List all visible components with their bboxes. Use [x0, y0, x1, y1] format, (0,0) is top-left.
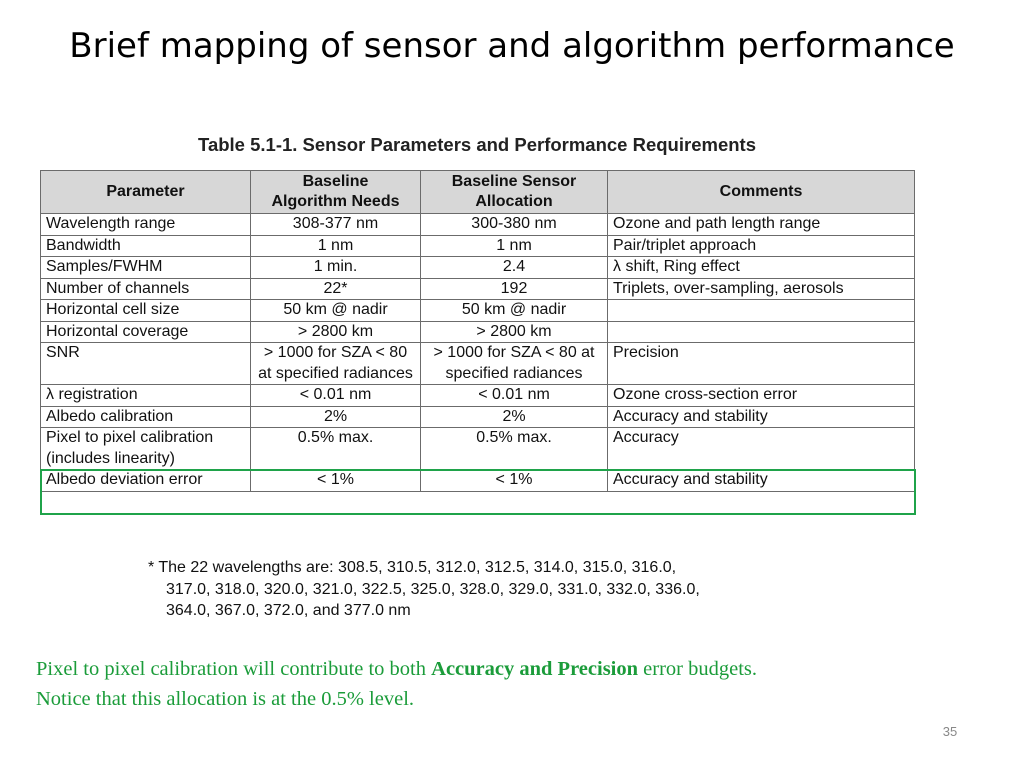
- cell-needs: > 1000 for SZA < 80 at specified radiances: [251, 343, 421, 385]
- cell-parameter: λ registration: [41, 385, 251, 407]
- header-algorithm-needs-line2: Algorithm Needs: [271, 193, 400, 210]
- table-row: [41, 321, 915, 343]
- cell-parameter: Pixel to pixel calibration (includes linearity): [41, 428, 251, 470]
- cell-allocation: 2.4: [421, 257, 608, 279]
- note-part1: Pixel to pixel calibration will contribute to both: [36, 658, 432, 680]
- cell-comments: Precision: [608, 343, 915, 385]
- cell-comments: [608, 321, 915, 343]
- cell-parameter: Wavelength range: [41, 214, 251, 236]
- cell-allocation: 0.5% max.: [421, 428, 608, 470]
- cell-comments: [608, 300, 915, 322]
- note-line2: Notice that this allocation is at the 0.5% level.: [36, 688, 415, 710]
- table-row-highlighted: [41, 428, 915, 470]
- cell-parameter: Horizontal coverage: [41, 321, 251, 343]
- table-row: [41, 214, 915, 236]
- cell-allocation: 1 nm: [421, 235, 608, 257]
- table-row: [41, 343, 915, 385]
- cell-needs: 22*: [251, 278, 421, 300]
- cell-needs: 2%: [251, 406, 421, 428]
- cell-needs: 1 min.: [251, 257, 421, 279]
- header-algorithm-needs-line1: Baseline: [302, 173, 369, 190]
- cell-allocation: < 0.01 nm: [421, 385, 608, 407]
- table-row: [41, 278, 915, 300]
- note-part2: error budgets.: [638, 658, 757, 680]
- cell-comments: Ozone and path length range: [608, 214, 915, 236]
- table-row: [41, 300, 915, 322]
- table-caption: Table 5.1-1. Sensor Parameters and Performance Requirements: [198, 134, 756, 155]
- header-sensor-allocation-line2: Allocation: [475, 193, 553, 210]
- cell-needs: < 1%: [251, 470, 421, 492]
- header-algorithm-needs: [251, 171, 421, 214]
- cell-allocation: 300-380 nm: [421, 214, 608, 236]
- cell-allocation: 50 km @ nadir: [421, 300, 608, 322]
- cell-parameter: Samples/FWHM: [41, 257, 251, 279]
- footnote-line1: * The 22 wavelengths are: 308.5, 310.5, 312.0, 312.5, 314.0, 315.0, 316.0,: [148, 559, 677, 576]
- cell-needs: 0.5% max.: [251, 428, 421, 470]
- cell-needs: > 2800 km: [251, 321, 421, 343]
- cell-parameter: Albedo deviation error: [41, 470, 251, 492]
- cell-comments: Accuracy and stability: [608, 470, 915, 492]
- table-row: [41, 235, 915, 257]
- note-bold: Accuracy and Precision: [431, 658, 639, 680]
- cell-comments: Accuracy: [608, 428, 915, 470]
- header-sensor-allocation: [421, 171, 608, 214]
- table-row: [41, 406, 915, 428]
- footnote-line3: 364.0, 367.0, 372.0, and 377.0 nm: [166, 602, 411, 619]
- cell-allocation: < 1%: [421, 470, 608, 492]
- footnote-line2: 317.0, 318.0, 320.0, 321.0, 322.5, 325.0, 328.0, 329.0, 331.0, 332.0, 336.0,: [166, 580, 700, 598]
- cell-needs: < 0.01 nm: [251, 385, 421, 407]
- header-sensor-allocation-line1: Baseline Sensor: [451, 173, 577, 190]
- cell-parameter: Number of channels: [41, 278, 251, 300]
- cell-comments: Triplets, over-sampling, aerosols: [608, 278, 915, 300]
- cell-allocation: > 1000 for SZA < 80 at specified radiances: [421, 343, 608, 385]
- header-comments: Comments: [608, 171, 915, 214]
- table-row: [41, 470, 915, 492]
- cell-needs: 50 km @ nadir: [251, 300, 421, 322]
- cell-comments: Pair/triplet approach: [608, 235, 915, 257]
- cell-comments: Accuracy and stability: [608, 406, 915, 428]
- cell-allocation: 192: [421, 278, 608, 300]
- table-header-row: [41, 171, 915, 214]
- table-footnote: [148, 557, 828, 622]
- cell-comments: Ozone cross-section error: [608, 385, 915, 407]
- cell-allocation: > 2800 km: [421, 321, 608, 343]
- note-line1: [36, 654, 996, 684]
- page-number: 35: [942, 724, 958, 739]
- cell-parameter: Albedo calibration: [41, 406, 251, 428]
- cell-parameter: Bandwidth: [41, 235, 251, 257]
- table-row: [41, 385, 915, 407]
- slide-note: [36, 654, 996, 714]
- cell-needs: 1 nm: [251, 235, 421, 257]
- cell-needs: 308-377 nm: [251, 214, 421, 236]
- slide-title: Brief mapping of sensor and algorithm performance: [69, 26, 955, 66]
- cell-parameter: SNR: [41, 343, 251, 385]
- cell-parameter: Horizontal cell size: [41, 300, 251, 322]
- sensor-parameters-table: [40, 170, 915, 492]
- header-parameter: Parameter: [41, 171, 251, 214]
- table-row: [41, 257, 915, 279]
- cell-allocation: 2%: [421, 406, 608, 428]
- cell-comments: λ shift, Ring effect: [608, 257, 915, 279]
